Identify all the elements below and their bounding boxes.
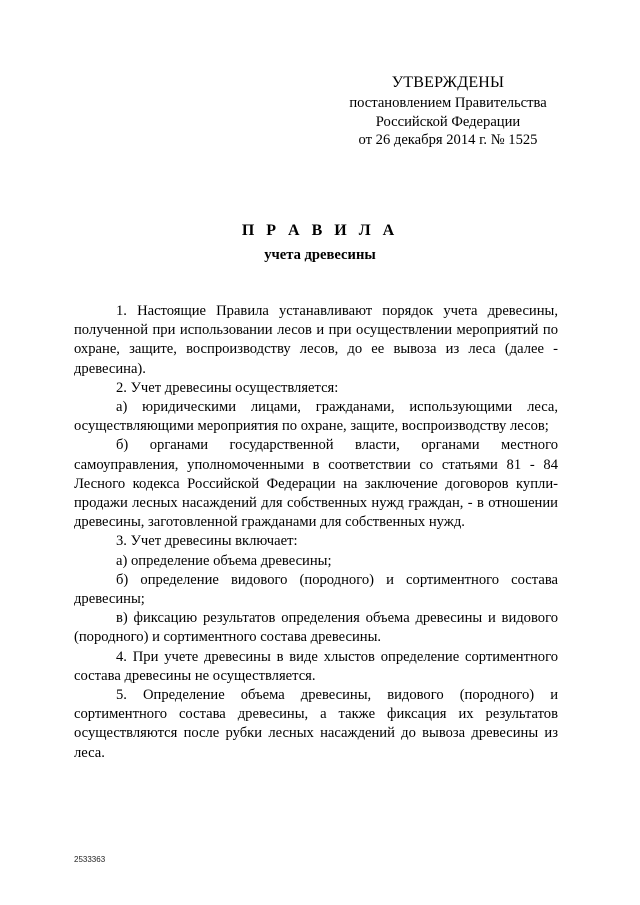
paragraph-2a: а) юридическими лицами, гражданами, использующими леса, осуществляющими мероприятия по охране, защите, воспроизводству лесов; <box>74 399 558 435</box>
document-body <box>74 302 558 763</box>
paragraph-3a: а) определение объема древесины; <box>116 552 332 569</box>
document-heading: П Р А В И Л А <box>241 222 399 239</box>
paragraph-3: 3. Учет древесины включает: <box>116 533 298 550</box>
approval-line-resolution: постановлением Правительства <box>349 95 547 111</box>
approval-title: УТВЕРЖДЕНЫ <box>391 74 505 91</box>
paragraph-5: 5. Определение объема древесины, видового (породного) и сортиментного состава древесины, а также фиксация их результатов осуществляются после рубки лесных насаждений до вывоза древесины из леса. <box>74 687 558 761</box>
paragraph-4: 4. При учете древесины в виде хлыстов определение сортиментного состава древесины не осуществляется. <box>74 648 558 684</box>
paragraph-2b: б) органами государственной власти, органами местного самоуправления, уполномоченными в соответствии со статьями 81 - 84 Лесного кодекса Российской Федерации на заключение договоров купли-продажи лесных насаждений для собственных нужд граждан, - в отношении древесины, заготовленной гражданами для собственных нужд. <box>74 437 558 531</box>
document-subheading: учета древесины <box>264 247 376 263</box>
paragraph-1: 1. Настоящие Правила устанавливают порядок учета древесины, полученной при использовании лесов и при осуществлении мероприятий по охране, защите, воспроизводству лесов, до ее вывоза из леса (далее - древесина). <box>74 303 558 377</box>
approval-block <box>330 72 566 150</box>
paragraph-2: 2. Учет древесины осуществляется: <box>116 379 339 396</box>
paragraph-3c: в) фиксацию результатов определения объема древесины и видового (породного) и сортиментного состава древесины. <box>74 610 558 646</box>
document-code: 2533363 <box>74 855 106 864</box>
approval-line-date: от 26 декабря 2014 г. № 1525 <box>358 132 538 148</box>
paragraph-3b: б) определение видового (породного) и сортиментного состава древесины; <box>74 571 558 608</box>
approval-line-country: Российской Федерации <box>375 113 521 130</box>
